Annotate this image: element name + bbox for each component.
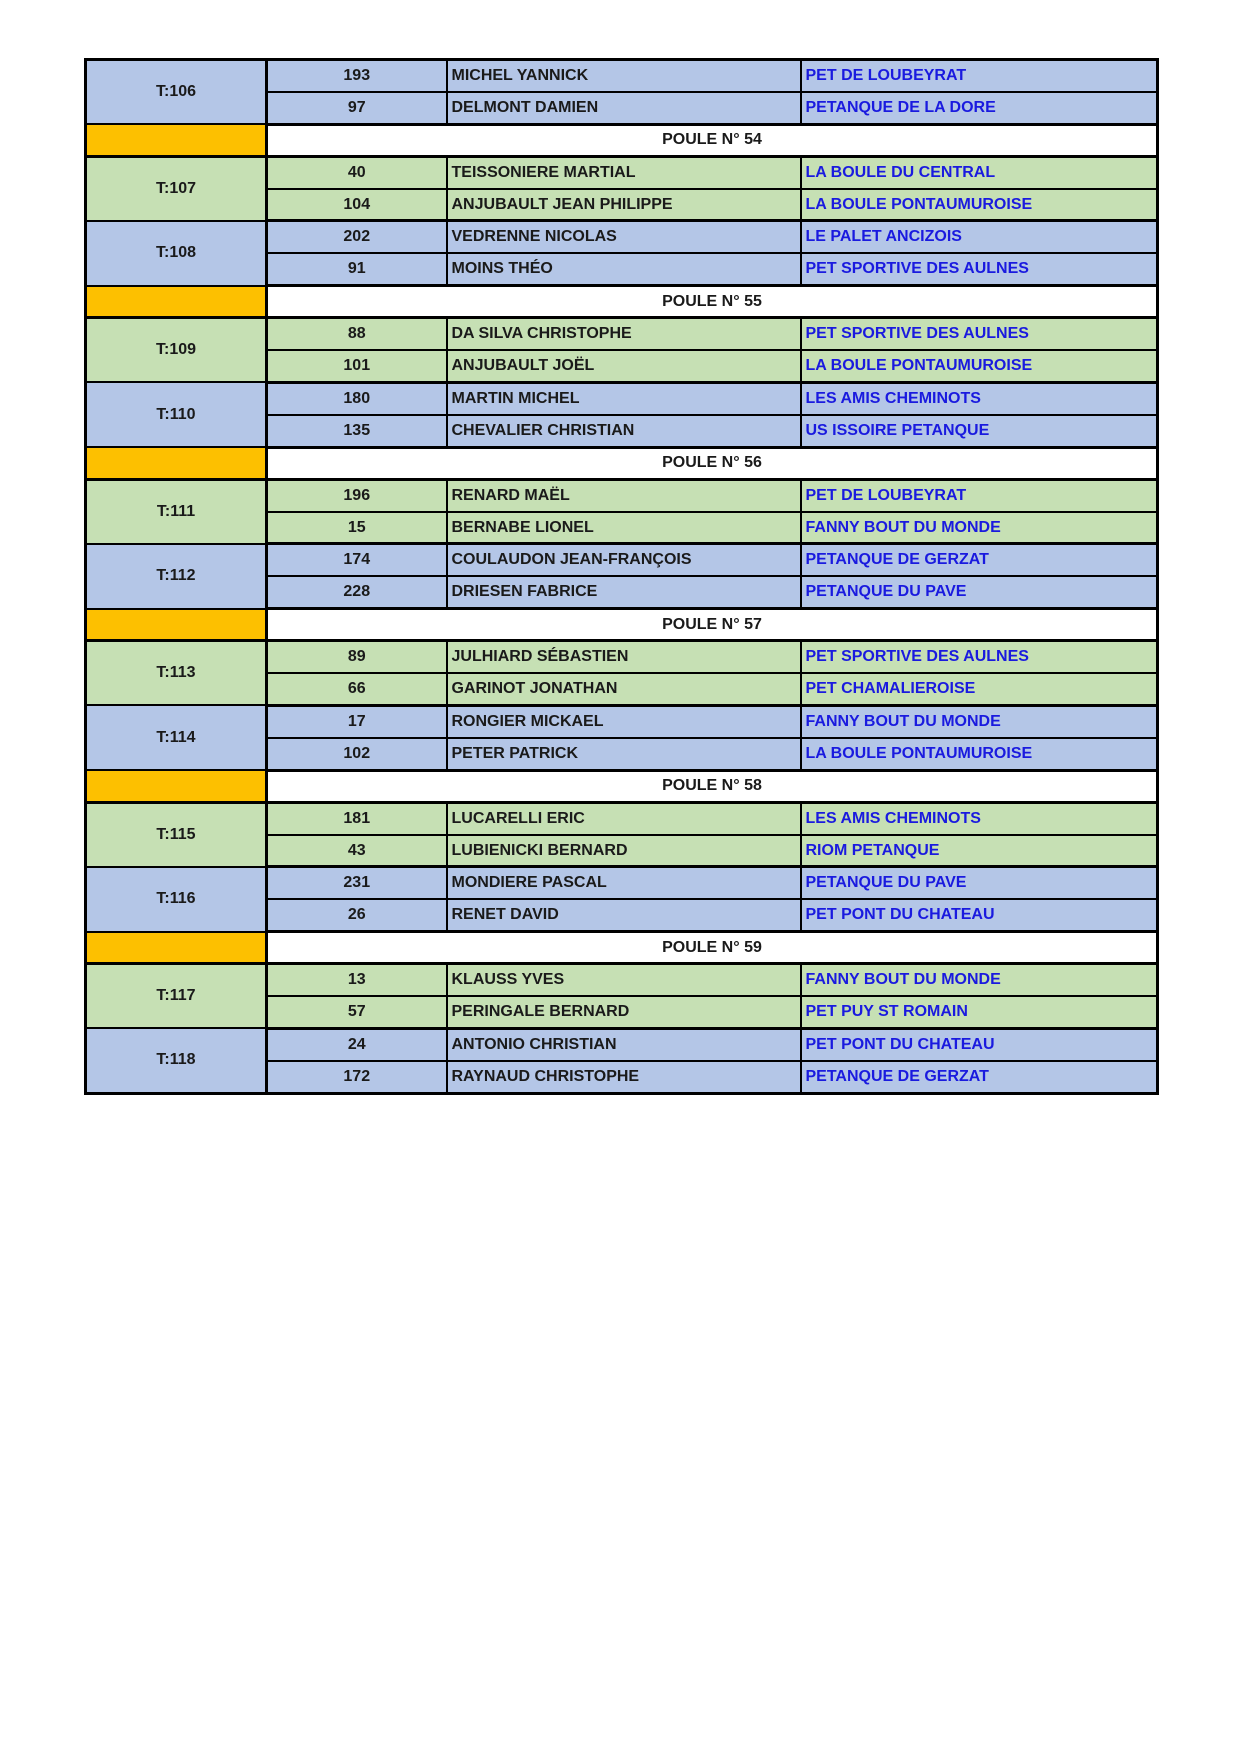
player-club: PETANQUE DU PAVE (801, 576, 1158, 608)
player-number: 231 (267, 867, 447, 899)
player-number: 172 (267, 1061, 447, 1093)
player-name: GARINOT JONATHAN (447, 673, 801, 705)
player-row (86, 544, 1158, 576)
player-number: 202 (267, 221, 447, 253)
player-club: PETANQUE DE LA DORE (801, 92, 1158, 124)
player-club: PET SPORTIVE DES AULNES (801, 253, 1158, 285)
player-name: COULAUDON JEAN-FRANÇOIS (447, 544, 801, 576)
poule-title: POULE N° 56 (267, 447, 1158, 479)
player-number: 104 (267, 189, 447, 221)
player-club: PETANQUE DE GERZAT (801, 1061, 1158, 1093)
player-name: TEISSONIERE MARTIAL (447, 156, 801, 188)
player-name: RONGIER MICKAEL (447, 705, 801, 737)
table-number: T:118 (86, 1028, 267, 1093)
poule-title: POULE N° 59 (267, 932, 1158, 964)
poule-marker (86, 286, 267, 318)
table-number: T:109 (86, 318, 267, 383)
player-club: LES AMIS CHEMINOTS (801, 802, 1158, 834)
player-club: PET SPORTIVE DES AULNES (801, 641, 1158, 673)
player-number: 97 (267, 92, 447, 124)
player-name: MARTIN MICHEL (447, 382, 801, 414)
player-row (86, 60, 1158, 92)
poule-header-row (86, 609, 1158, 641)
player-name: LUBIENICKI BERNARD (447, 835, 801, 867)
player-name: VEDRENNE NICOLAS (447, 221, 801, 253)
player-name: DELMONT DAMIEN (447, 92, 801, 124)
player-row (86, 156, 1158, 188)
player-number: 66 (267, 673, 447, 705)
player-name: ANJUBAULT JEAN PHILIPPE (447, 189, 801, 221)
player-club: PETANQUE DE GERZAT (801, 544, 1158, 576)
table-number: T:107 (86, 156, 267, 221)
player-name: JULHIARD SÉBASTIEN (447, 641, 801, 673)
player-name: PERINGALE BERNARD (447, 996, 801, 1028)
player-row (86, 1028, 1158, 1060)
player-number: 26 (267, 899, 447, 931)
table-number: T:106 (86, 60, 267, 125)
player-club: PET SPORTIVE DES AULNES (801, 318, 1158, 350)
player-number: 57 (267, 996, 447, 1028)
player-club: FANNY BOUT DU MONDE (801, 705, 1158, 737)
player-number: 193 (267, 60, 447, 92)
player-number: 13 (267, 964, 447, 996)
poule-header-row (86, 932, 1158, 964)
player-name: RAYNAUD CHRISTOPHE (447, 1061, 801, 1093)
schedule-body (86, 60, 1158, 1094)
player-name: RENET DAVID (447, 899, 801, 931)
player-row (86, 867, 1158, 899)
player-name: DRIESEN FABRICE (447, 576, 801, 608)
player-club: LA BOULE PONTAUMUROISE (801, 738, 1158, 770)
player-row (86, 382, 1158, 414)
poule-marker (86, 447, 267, 479)
player-number: 40 (267, 156, 447, 188)
table-number: T:110 (86, 382, 267, 447)
poule-header-row (86, 447, 1158, 479)
player-number: 89 (267, 641, 447, 673)
player-name: LUCARELLI ERIC (447, 802, 801, 834)
player-club: PET PONT DU CHATEAU (801, 1028, 1158, 1060)
player-number: 228 (267, 576, 447, 608)
player-club: PET PUY ST ROMAIN (801, 996, 1158, 1028)
player-club: LES AMIS CHEMINOTS (801, 382, 1158, 414)
player-name: PETER PATRICK (447, 738, 801, 770)
player-name: ANJUBAULT JOËL (447, 350, 801, 382)
player-row (86, 479, 1158, 511)
poule-title: POULE N° 54 (267, 124, 1158, 156)
player-club: LA BOULE PONTAUMUROISE (801, 189, 1158, 221)
player-club: RIOM PETANQUE (801, 835, 1158, 867)
player-club: US ISSOIRE PETANQUE (801, 415, 1158, 447)
player-number: 15 (267, 512, 447, 544)
poule-marker (86, 932, 267, 964)
table-number: T:112 (86, 544, 267, 609)
table-number: T:113 (86, 641, 267, 706)
player-name: DA SILVA CHRISTOPHE (447, 318, 801, 350)
player-row (86, 318, 1158, 350)
table-number: T:111 (86, 479, 267, 544)
poule-title: POULE N° 58 (267, 770, 1158, 802)
poule-schedule-table (84, 58, 1159, 1095)
player-name: RENARD MAËL (447, 479, 801, 511)
player-club: LA BOULE PONTAUMUROISE (801, 350, 1158, 382)
player-club: PET CHAMALIEROISE (801, 673, 1158, 705)
player-number: 135 (267, 415, 447, 447)
poule-header-row (86, 770, 1158, 802)
player-number: 24 (267, 1028, 447, 1060)
player-row (86, 221, 1158, 253)
poule-marker (86, 770, 267, 802)
poule-title: POULE N° 55 (267, 286, 1158, 318)
player-number: 17 (267, 705, 447, 737)
player-row (86, 802, 1158, 834)
player-club: FANNY BOUT DU MONDE (801, 512, 1158, 544)
player-club: FANNY BOUT DU MONDE (801, 964, 1158, 996)
player-name: MONDIERE PASCAL (447, 867, 801, 899)
player-number: 180 (267, 382, 447, 414)
player-row (86, 641, 1158, 673)
table-number: T:115 (86, 802, 267, 867)
poule-marker (86, 609, 267, 641)
player-number: 91 (267, 253, 447, 285)
player-name: MOINS THÉO (447, 253, 801, 285)
player-club: PETANQUE DU PAVE (801, 867, 1158, 899)
player-number: 102 (267, 738, 447, 770)
table-number: T:117 (86, 964, 267, 1029)
player-club: PET PONT DU CHATEAU (801, 899, 1158, 931)
poule-title: POULE N° 57 (267, 609, 1158, 641)
table-number: T:114 (86, 705, 267, 770)
table-number: T:116 (86, 867, 267, 932)
player-club: PET DE LOUBEYRAT (801, 60, 1158, 92)
player-name: BERNABE LIONEL (447, 512, 801, 544)
player-number: 43 (267, 835, 447, 867)
player-name: KLAUSS YVES (447, 964, 801, 996)
player-club: LE PALET ANCIZOIS (801, 221, 1158, 253)
player-club: LA BOULE DU CENTRAL (801, 156, 1158, 188)
player-name: MICHEL YANNICK (447, 60, 801, 92)
player-row (86, 964, 1158, 996)
player-name: CHEVALIER CHRISTIAN (447, 415, 801, 447)
poule-marker (86, 124, 267, 156)
player-number: 174 (267, 544, 447, 576)
player-row (86, 705, 1158, 737)
player-name: ANTONIO CHRISTIAN (447, 1028, 801, 1060)
player-number: 88 (267, 318, 447, 350)
table-number: T:108 (86, 221, 267, 286)
player-number: 101 (267, 350, 447, 382)
poule-header-row (86, 286, 1158, 318)
player-club: PET DE LOUBEYRAT (801, 479, 1158, 511)
player-number: 196 (267, 479, 447, 511)
player-number: 181 (267, 802, 447, 834)
poule-header-row (86, 124, 1158, 156)
